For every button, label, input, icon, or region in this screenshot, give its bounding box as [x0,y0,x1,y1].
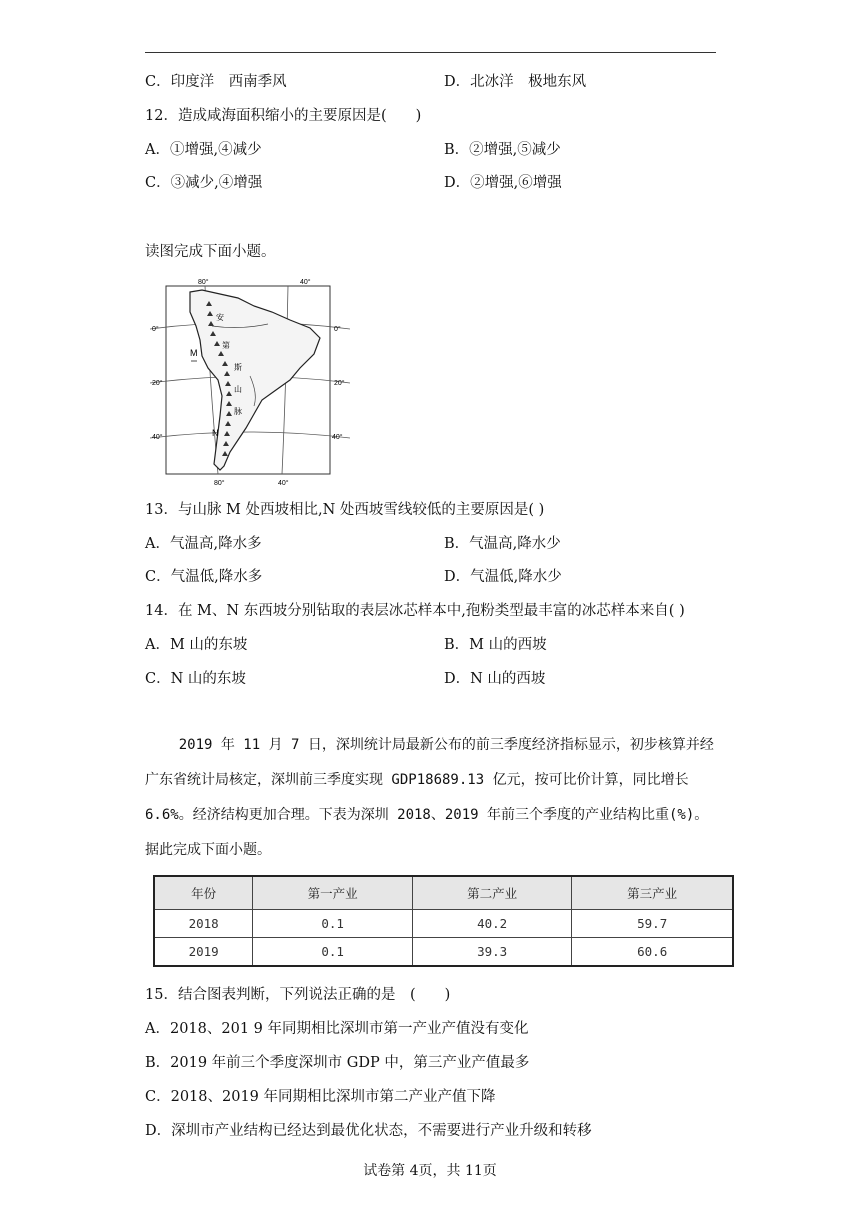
q13-stem: 13．与山脉 M 处西坡相比,N 处西坡雪线较低的主要原因是( ) [145,502,545,518]
lat-label-20-left: 20° [152,380,163,387]
table-header-primary: 第一产业 [253,876,413,910]
lat-label-40-left: 40° [152,434,163,441]
lon-label-bottom-right: 40° [278,480,289,487]
q14-option-d[interactable]: D．N 山的西坡 [444,671,546,687]
q13-option-a[interactable]: A．气温高,降水多 [145,536,262,552]
table-cell: 39.3 [412,937,572,966]
andes-char-2: 第 [222,341,230,350]
andes-char-1: 安 [216,313,224,322]
table-row [154,910,733,938]
page-footer: 试卷第 4页，共 11页 [363,1163,497,1179]
lat-label-20-right: 20° [334,380,345,387]
q14-option-a[interactable]: A．M 山的东坡 [145,637,248,653]
table-header-tertiary: 第三产业 [572,876,733,910]
passage-line-3: 6.6%。经济结构更加合理。下表为深圳 2018、2019 年前三个季度的产业结构比重(%)。 [145,807,709,823]
q15-option-a[interactable]: A．2018、201 9 年同期相比深圳市第一产业产值没有变化 [145,1021,529,1037]
q14-stem: 14．在 M、N 东西坡分别钻取的表层冰芯样本中,孢粉类型最丰富的冰芯样本来自( ) [145,603,685,619]
south-america-map [150,276,350,488]
q13-option-b[interactable]: B．气温高,降水少 [444,536,561,552]
table-cell: 0.1 [253,937,413,966]
q12-stem: 12．造成咸海面积缩小的主要原因是( ) [145,108,422,124]
andes-char-5: 脉 [234,407,242,416]
table-cell: 2018 [154,910,253,938]
label-n: N [212,428,219,438]
industry-structure-table [153,875,734,967]
table-cell: 2019 [154,937,253,966]
q15-stem: 15．结合图表判断，下列说法正确的是 ( ) [145,987,451,1003]
lat-label-0-left: 0° [152,326,159,333]
q12-option-d[interactable]: D．②增强,⑥增强 [444,175,562,191]
lon-label-top-right: 40° [300,279,311,286]
lat-label-40-right: 40° [332,434,343,441]
table-cell: 0.1 [253,910,413,938]
q12-option-b[interactable]: B．②增强,⑤减少 [444,142,561,158]
table-header-secondary: 第二产业 [412,876,572,910]
label-m: M [190,348,198,358]
passage-line-4: 据此完成下面小题。 [145,842,271,858]
header-rule [145,52,716,53]
q11-option-c[interactable]: C．印度洋 西南季风 [145,74,287,90]
passage-line-1: 2019 年 11 月 7 日，深圳统计局最新公布的前三季度经济指标显示，初步核算并经 [145,737,714,753]
table-cell: 59.7 [572,910,733,938]
map-intro: 读图完成下面小题。 [145,244,276,260]
table-header-row [154,876,733,910]
table-header-year: 年份 [154,876,253,910]
q12-option-a[interactable]: A．①增强,④减少 [145,142,262,158]
andes-char-4: 山 [234,385,242,394]
table-cell: 60.6 [572,937,733,966]
andes-char-3: 斯 [234,363,242,372]
q15-option-b[interactable]: B．2019 年前三个季度深圳市 GDP 中，第三产业产值最多 [145,1055,530,1071]
q14-option-b[interactable]: B．M 山的西坡 [444,637,547,653]
passage-line-2: 广东省统计局核定，深圳前三季度实现 GDP18689.13 亿元，按可比价计算，同比增长 [145,772,689,788]
q11-option-d[interactable]: D．北冰洋 极地东风 [444,74,587,90]
q14-option-c[interactable]: C．N 山的东坡 [145,671,246,687]
lon-label-top-left: 80° [198,279,209,286]
q15-option-d[interactable]: D．深圳市产业结构已经达到最优化状态，不需要进行产业升级和转移 [145,1123,592,1139]
table-cell: 40.2 [412,910,572,938]
table-row [154,937,733,966]
lon-label-bottom-left: 80° [214,480,225,487]
q12-option-c[interactable]: C．③减少,④增强 [145,175,263,191]
lat-label-0-right: 0° [334,326,341,333]
q15-option-c[interactable]: C．2018、2019 年同期相比深圳市第二产业产值下降 [145,1089,496,1105]
q13-option-d[interactable]: D．气温低,降水少 [444,569,562,585]
q13-option-c[interactable]: C．气温低,降水多 [145,569,263,585]
